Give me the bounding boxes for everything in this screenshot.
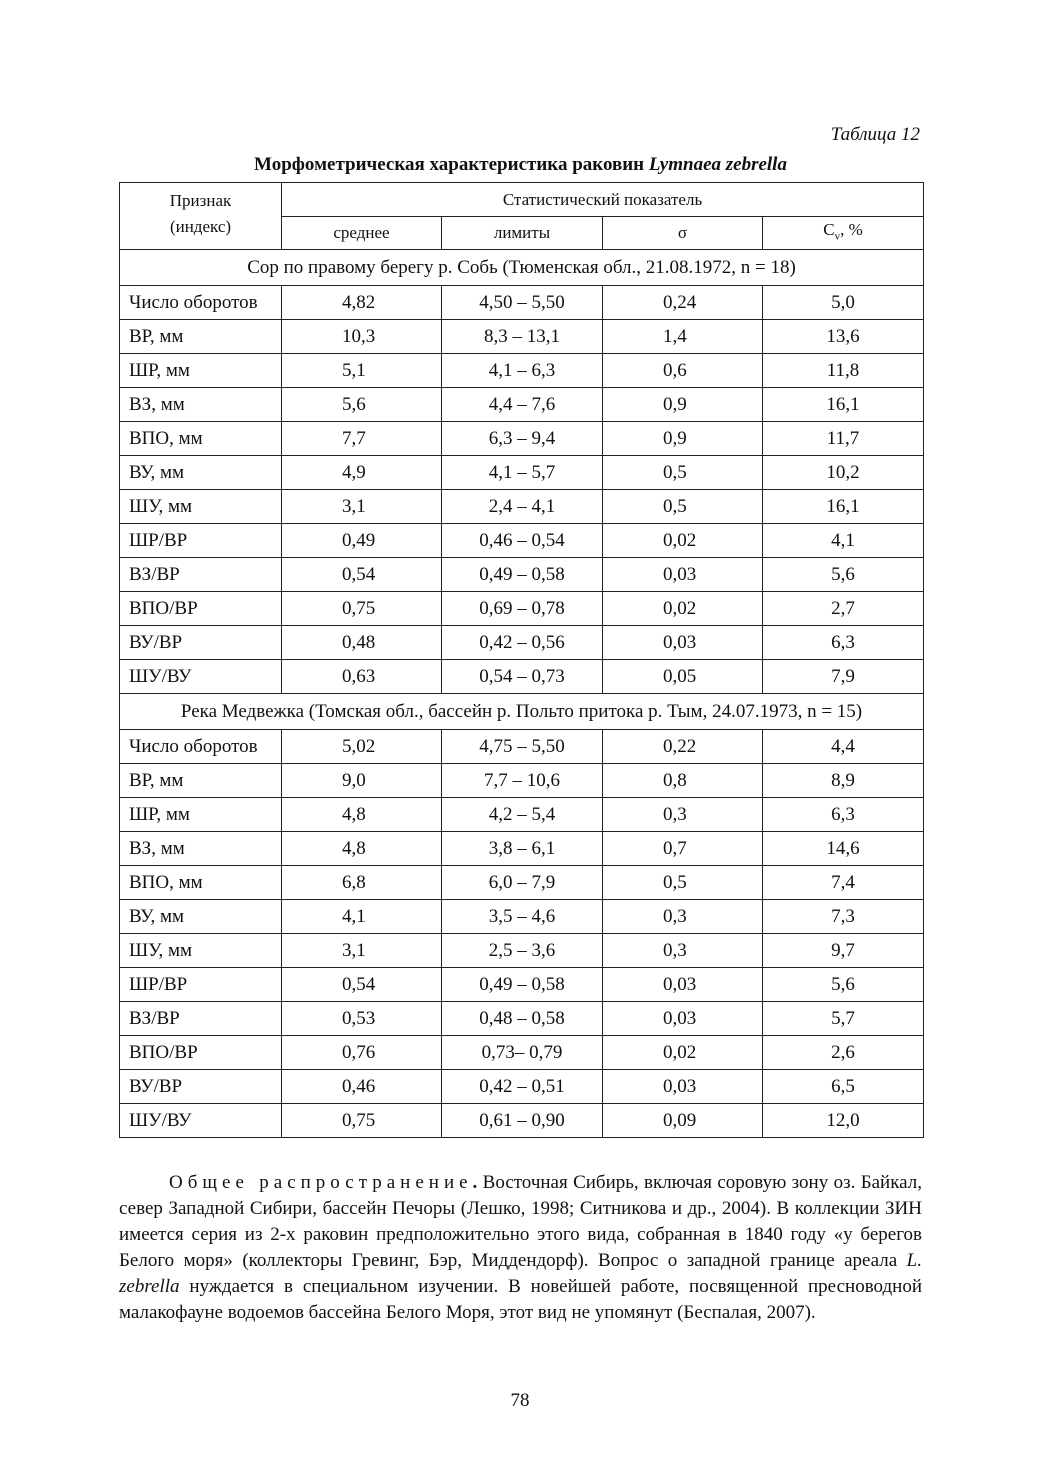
limits-cell: 0,42 – 0,51 — [442, 1070, 603, 1104]
cv-cell: 10,2 — [763, 456, 924, 490]
cv-cell: 2,6 — [763, 1036, 924, 1070]
table-row — [120, 798, 924, 832]
cv-cell: 7,4 — [763, 866, 924, 900]
table-row — [120, 320, 924, 354]
table-row — [120, 1104, 924, 1138]
mean-cell: 0,76 — [282, 1036, 442, 1070]
sigma-cell: 0,02 — [603, 592, 763, 626]
trait-cell: ВУ/ВР — [120, 626, 282, 660]
paragraph-species: L. zebrella — [119, 1250, 922, 1297]
table-row — [120, 558, 924, 592]
cv-cell: 4,4 — [763, 730, 924, 764]
sigma-cell: 0,9 — [603, 422, 763, 456]
cv-cell: 6,3 — [763, 626, 924, 660]
mean-cell: 4,9 — [282, 456, 442, 490]
mean-cell: 4,8 — [282, 832, 442, 866]
cv-cell: 9,7 — [763, 934, 924, 968]
sigma-cell: 0,3 — [603, 798, 763, 832]
trait-cell: ШР/ВР — [120, 968, 282, 1002]
mean-cell: 3,1 — [282, 934, 442, 968]
mean-cell: 4,82 — [282, 286, 442, 320]
cv-cell: 2,7 — [763, 592, 924, 626]
mean-cell: 0,54 — [282, 968, 442, 1002]
mean-column-header: среднее — [282, 217, 442, 250]
limits-cell: 4,1 – 5,7 — [442, 456, 603, 490]
trait-cell: ВР, мм — [120, 320, 282, 354]
table-row — [120, 934, 924, 968]
table-row — [120, 388, 924, 422]
sigma-cell: 0,03 — [603, 558, 763, 592]
table-row — [120, 354, 924, 388]
sigma-cell: 0,8 — [603, 764, 763, 798]
sigma-cell: 0,02 — [603, 1036, 763, 1070]
trait-cell: ВПО, мм — [120, 866, 282, 900]
cv-cell: 13,6 — [763, 320, 924, 354]
trait-column-header — [120, 183, 282, 250]
limits-cell: 0,73– 0,79 — [442, 1036, 603, 1070]
cv-cell: 7,9 — [763, 660, 924, 694]
mean-cell: 0,49 — [282, 524, 442, 558]
mean-cell: 0,63 — [282, 660, 442, 694]
cv-cell: 6,3 — [763, 798, 924, 832]
limits-cell: 4,50 – 5,50 — [442, 286, 603, 320]
limits-cell: 6,0 – 7,9 — [442, 866, 603, 900]
sigma-cell: 0,03 — [603, 626, 763, 660]
cv-cell: 5,6 — [763, 558, 924, 592]
trait-cell: ШУ/ВУ — [120, 660, 282, 694]
morphometry-table — [119, 182, 924, 1138]
sigma-cell: 0,5 — [603, 456, 763, 490]
sigma-cell: 0,5 — [603, 490, 763, 524]
cv-column-header — [763, 217, 924, 250]
trait-cell: ШР, мм — [120, 798, 282, 832]
table-number-label: Таблица 12 — [830, 124, 920, 145]
trait-cell: ВПО, мм — [120, 422, 282, 456]
table-title-species: Lymnaea zebrella — [648, 154, 787, 175]
mean-cell: 7,7 — [282, 422, 442, 456]
trait-cell: ВУ, мм — [120, 900, 282, 934]
limits-cell: 0,61 – 0,90 — [442, 1104, 603, 1138]
cv-cell: 11,8 — [763, 354, 924, 388]
cv-cell: 8,9 — [763, 764, 924, 798]
limits-cell: 8,3 – 13,1 — [442, 320, 603, 354]
limits-cell: 0,69 – 0,78 — [442, 592, 603, 626]
cv-cell: 5,7 — [763, 1002, 924, 1036]
limits-cell: 0,49 – 0,58 — [442, 968, 603, 1002]
page-number: 78 — [510, 1390, 530, 1411]
limits-cell: 3,5 – 4,6 — [442, 900, 603, 934]
table-row — [120, 286, 924, 320]
cv-cell: 4,1 — [763, 524, 924, 558]
limits-cell: 7,7 – 10,6 — [442, 764, 603, 798]
sigma-cell: 0,09 — [603, 1104, 763, 1138]
mean-cell: 0,53 — [282, 1002, 442, 1036]
limits-cell: 0,54 – 0,73 — [442, 660, 603, 694]
mean-cell: 4,1 — [282, 900, 442, 934]
trait-cell: ШУ/ВУ — [120, 1104, 282, 1138]
mean-cell: 0,75 — [282, 1104, 442, 1138]
sigma-cell: 0,02 — [603, 524, 763, 558]
cv-header-base: C — [823, 219, 835, 239]
mean-cell: 5,1 — [282, 354, 442, 388]
cv-cell: 5,6 — [763, 968, 924, 1002]
limits-cell: 3,8 – 6,1 — [442, 832, 603, 866]
table-row — [120, 1036, 924, 1070]
table-row — [120, 1070, 924, 1104]
limits-cell: 0,46 – 0,54 — [442, 524, 603, 558]
limits-cell: 4,2 – 5,4 — [442, 798, 603, 832]
trait-cell: ВУ/ВР — [120, 1070, 282, 1104]
table-row — [120, 1002, 924, 1036]
table-row — [120, 422, 924, 456]
limits-column-header: лимиты — [442, 217, 603, 250]
sigma-cell: 0,22 — [603, 730, 763, 764]
table-row — [120, 592, 924, 626]
mean-cell: 0,46 — [282, 1070, 442, 1104]
mean-cell: 4,8 — [282, 798, 442, 832]
sigma-cell: 0,03 — [603, 1002, 763, 1036]
mean-cell: 10,3 — [282, 320, 442, 354]
mean-cell: 9,0 — [282, 764, 442, 798]
trait-header-line2: (индекс) — [169, 217, 232, 236]
table-title — [119, 154, 922, 176]
sigma-cell: 0,03 — [603, 1070, 763, 1104]
cv-cell: 6,5 — [763, 1070, 924, 1104]
mean-cell: 0,75 — [282, 592, 442, 626]
trait-header-line1: Признак — [169, 191, 232, 210]
cv-cell: 16,1 — [763, 388, 924, 422]
table-row — [120, 968, 924, 1002]
limits-cell: 0,42 – 0,56 — [442, 626, 603, 660]
sigma-cell: 0,03 — [603, 968, 763, 1002]
trait-cell: Число оборотов — [120, 730, 282, 764]
table-row — [120, 900, 924, 934]
sigma-cell: 0,5 — [603, 866, 763, 900]
trait-cell: ШР/ВР — [120, 524, 282, 558]
paragraph-lead: Общее распространение — [169, 1172, 473, 1193]
table-row — [120, 456, 924, 490]
mean-cell: 5,6 — [282, 388, 442, 422]
sigma-cell: 1,4 — [603, 320, 763, 354]
limits-cell: 2,5 – 3,6 — [442, 934, 603, 968]
sigma-column-header: σ — [603, 217, 763, 250]
limits-cell: 4,75 – 5,50 — [442, 730, 603, 764]
table-row — [120, 764, 924, 798]
trait-cell: ШР, мм — [120, 354, 282, 388]
trait-cell: ВР, мм — [120, 764, 282, 798]
section-row — [120, 694, 924, 730]
sigma-cell: 0,05 — [603, 660, 763, 694]
cv-cell: 14,6 — [763, 832, 924, 866]
section-title: Сор по правому берегу р. Собь (Тюменская обл., 21.08.1972, n = 18) — [120, 250, 924, 286]
distribution-paragraph — [119, 1170, 922, 1326]
table-row — [120, 730, 924, 764]
header-row-top — [120, 183, 924, 217]
table-row — [120, 524, 924, 558]
limits-cell: 6,3 – 9,4 — [442, 422, 603, 456]
trait-cell: ВПО/ВР — [120, 1036, 282, 1070]
trait-cell: ВУ, мм — [120, 456, 282, 490]
paragraph-text-part2: нуждается в специальном изучении. В новейшей работе, посвященной пресноводной малакофауне водоемов бассейна Белого Моря, этот вид не упомянут (Беспалая, 2007). — [119, 1276, 922, 1323]
paragraph-text-part1: Восточная Сибирь, включая соровую зону оз. Байкал, север Западной Сибири, бассейн Печоры (Лешко, 1998; Ситникова и др., 2004). В коллекции ЗИН имеется серия из 2-х раковин предположительно этого вида, собранная в 1840 году «у берегов Белого моря» (коллекторы Гревинг, Бэр, Миддендорф). Вопрос о западной границе ареала — [119, 1172, 922, 1271]
sigma-cell: 0,3 — [603, 900, 763, 934]
paragraph-lead-dot: . — [472, 1172, 478, 1193]
section-row — [120, 250, 924, 286]
stat-group-header: Статистический показатель — [282, 183, 924, 217]
trait-cell: Число оборотов — [120, 286, 282, 320]
mean-cell: 0,48 — [282, 626, 442, 660]
trait-cell: ВЗ, мм — [120, 388, 282, 422]
table-row — [120, 626, 924, 660]
sigma-cell: 0,7 — [603, 832, 763, 866]
mean-cell: 0,54 — [282, 558, 442, 592]
cv-cell: 16,1 — [763, 490, 924, 524]
trait-cell: ВЗ/ВР — [120, 558, 282, 592]
trait-cell: ВПО/ВР — [120, 592, 282, 626]
cv-header-subscript: v — [834, 230, 841, 243]
limits-cell: 4,4 – 7,6 — [442, 388, 603, 422]
table-row — [120, 832, 924, 866]
cv-cell: 5,0 — [763, 286, 924, 320]
section-title: Река Медвежка (Томская обл., бассейн р. Польто притока р. Тым, 24.07.1973, n = 15) — [120, 694, 924, 730]
mean-cell: 5,02 — [282, 730, 442, 764]
trait-cell: ВЗ, мм — [120, 832, 282, 866]
table-title-text: Морфометрическая характеристика раковин — [254, 154, 649, 175]
table-row — [120, 660, 924, 694]
table-row — [120, 490, 924, 524]
table-row — [120, 866, 924, 900]
mean-cell: 6,8 — [282, 866, 442, 900]
sigma-cell: 0,3 — [603, 934, 763, 968]
trait-cell: ВЗ/ВР — [120, 1002, 282, 1036]
sigma-cell: 0,9 — [603, 388, 763, 422]
trait-cell: ШУ, мм — [120, 934, 282, 968]
cv-header-unit: , % — [840, 219, 863, 239]
mean-cell: 3,1 — [282, 490, 442, 524]
limits-cell: 4,1 – 6,3 — [442, 354, 603, 388]
sigma-cell: 0,24 — [603, 286, 763, 320]
cv-cell: 11,7 — [763, 422, 924, 456]
cv-cell: 7,3 — [763, 900, 924, 934]
limits-cell: 0,49 – 0,58 — [442, 558, 603, 592]
cv-cell: 12,0 — [763, 1104, 924, 1138]
sigma-cell: 0,6 — [603, 354, 763, 388]
limits-cell: 0,48 – 0,58 — [442, 1002, 603, 1036]
limits-cell: 2,4 – 4,1 — [442, 490, 603, 524]
trait-cell: ШУ, мм — [120, 490, 282, 524]
